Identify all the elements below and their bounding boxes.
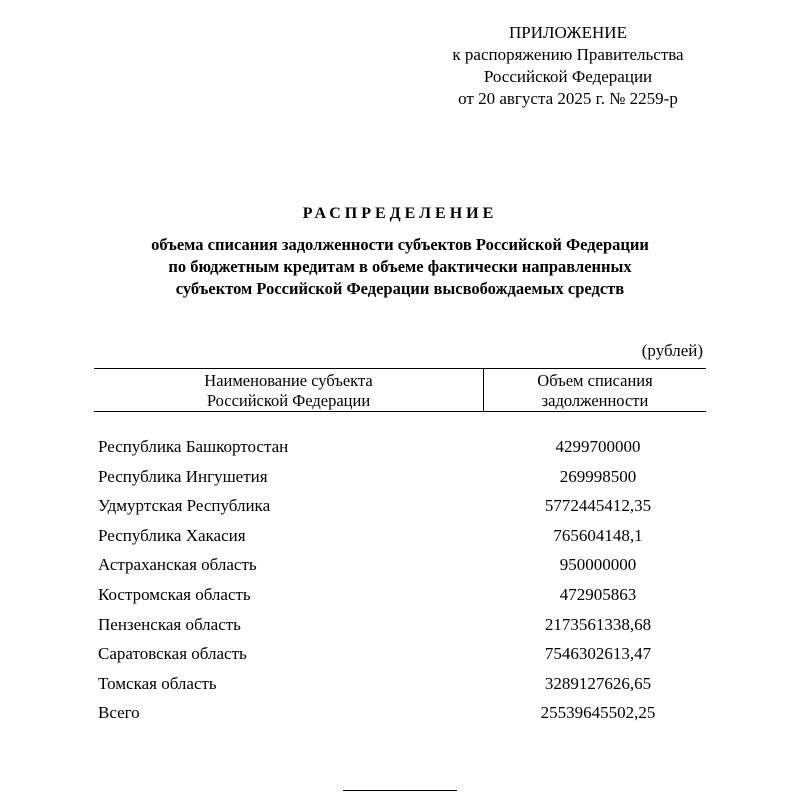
- appendix-header: [390, 22, 746, 110]
- table-body: [96, 432, 706, 728]
- column-header-amount-line-1: Объем списания: [537, 371, 653, 390]
- writeoff-amount: 472905863: [559, 584, 637, 604]
- document-subtitle: [0, 234, 792, 300]
- writeoff-amount: 7546302613,47: [544, 644, 652, 664]
- column-header-name-line-2: Российской Федерации: [206, 391, 371, 410]
- writeoff-amount: 765604148,1: [553, 525, 643, 545]
- region-name: Пензенская область: [98, 614, 241, 634]
- writeoff-amount: 3289127626,65: [544, 673, 652, 693]
- appendix-authority-line: Российской Федерации: [483, 67, 653, 86]
- region-name: Республика Хакасия: [98, 525, 246, 545]
- subtitle-line-1: объема списания задолженности субъектов Российской Федерации: [151, 235, 649, 254]
- appendix-date-line: от 20 августа 2025 г. № 2259-р: [458, 89, 678, 108]
- region-name: Республика Башкортостан: [98, 437, 289, 456]
- region-name: Удмуртская Республика: [98, 496, 271, 516]
- table-row: [96, 491, 706, 521]
- table-row: [96, 432, 706, 462]
- table-row: [96, 639, 706, 669]
- writeoff-amount: 5772445412,35: [544, 496, 652, 516]
- total-amount: 25539645502,25: [540, 703, 656, 723]
- subtitle-line-2: по бюджетным кредитам в объеме фактически направленных: [168, 257, 632, 276]
- column-header-name: [94, 369, 484, 411]
- writeoff-amount: 2173561338,68: [544, 614, 652, 634]
- subtitle-line-3: субъектом Российской Федерации высвобождаемых средств: [175, 279, 625, 298]
- table-row: [96, 669, 706, 699]
- table-row-total: [96, 698, 706, 728]
- table-row: [96, 462, 706, 492]
- total-label: Всего: [98, 703, 140, 723]
- region-name: Костромская область: [98, 584, 251, 604]
- table-header: [94, 368, 706, 412]
- writeoff-amount: 950000000: [559, 555, 637, 575]
- column-header-name-line-1: Наименование субъекта: [204, 371, 373, 390]
- document-title: РАСПРЕДЕЛЕНИЕ: [302, 205, 498, 222]
- region-name: Саратовская область: [98, 644, 247, 664]
- appendix-order-line: к распоряжению Правительства: [452, 45, 684, 64]
- table-row: [96, 521, 706, 551]
- region-name: Томская область: [98, 673, 217, 693]
- writeoff-amount: 4299700000: [555, 437, 641, 456]
- writeoff-amount: 269998500: [559, 466, 637, 486]
- units-label: (рублей): [641, 341, 703, 360]
- column-header-amount-line-2: задолженности: [541, 391, 649, 410]
- region-name: Республика Ингушетия: [98, 466, 268, 486]
- appendix-title: ПРИЛОЖЕНИЕ: [509, 23, 627, 42]
- end-of-document-divider: [343, 790, 457, 791]
- region-name: Астраханская область: [98, 555, 257, 575]
- table-row: [96, 550, 706, 580]
- table-row: [96, 580, 706, 610]
- table-row: [96, 610, 706, 640]
- column-header-amount: [484, 369, 706, 413]
